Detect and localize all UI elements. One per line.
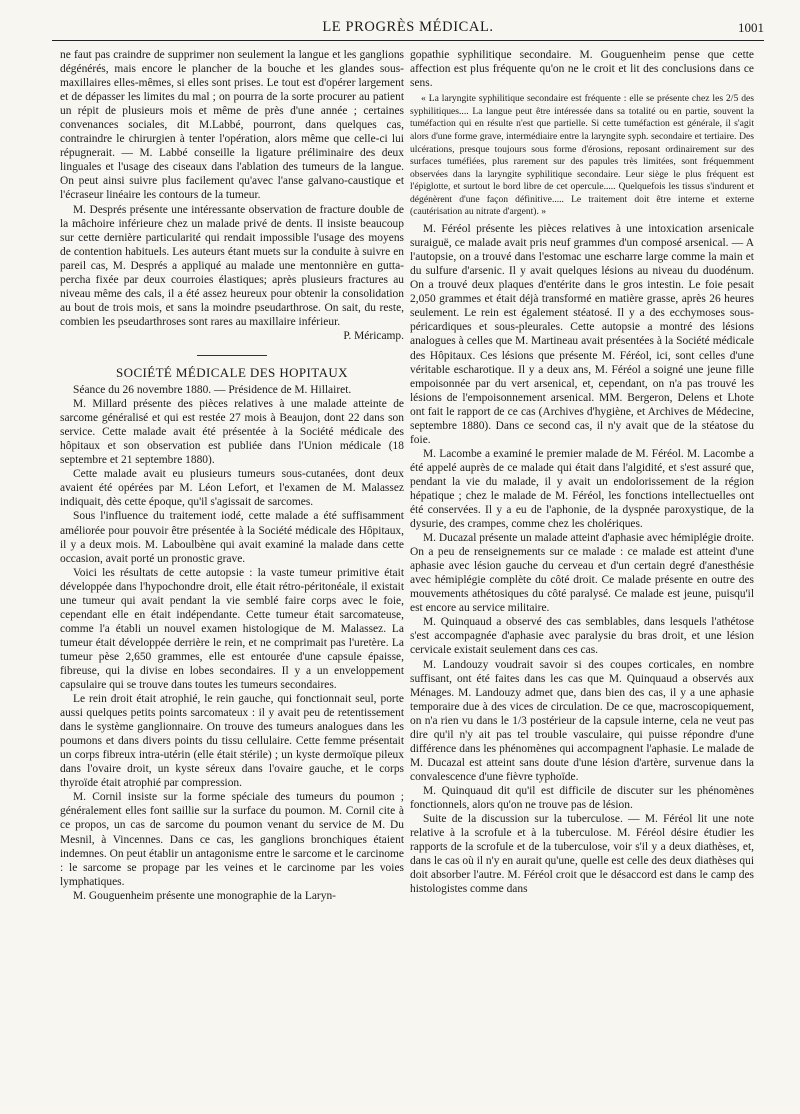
quoted-conclusions: « La laryngite syphilitique secondaire est fréquente : elle se présente chez les 2/5 des syphilitiques.... La langue peut être intéressée dans sa totalité ou en partie, souvent la tuméfaction qui en résulte n'est que partielle. Si cette tuméfaction est générale, il s'agit alors d'une forme grave, intermédiaire entre la laryngite syph. secondaire et tertiaire. Des ulcérations, presque toujours sous forme d'érosions, reposant ordinairement sur des surfaces tuméfiées, plus rarement sur des papules très limitées, sont fréquemment observées dans la laryngite syphilitique secondaire. Leur siège le plus fréquent est l'épiglotte, et surtout le bord libre de cet opercule..... Quelquefois les tissus s'indurent et dégénèrent d'une façon définitive..... Le traitement doit être interne et externe (cautérisation au nitrate d'argent). » xyxy=(410,93,754,218)
paragraph: M. Millard présente des pièces relatives à une malade atteinte de sarcome généralisé et qui est restée 27 mois à Beaujon, dont 22 dans son service. Cette malade avait été présentée à la Société médicale des hôpitaux et son observation est publiée dans l'Union médicale (18 septembre et 21 septembre 1880). xyxy=(60,398,404,467)
journal-title: LE PROGRÈS MÉDICAL. xyxy=(322,19,494,35)
paragraph: Le rein droit était atrophié, le rein gauche, qui fonctionnait seul, porte aussi quelques petits points sarcomateux : il y avait peu de retentissement dans le système ganglionnaire. On trouve des tumeurs analogues dans les poumons et dans divers points du tissu cellulaire. Cette femme présentait un corps fibreux intra-utérin (elle était stérile) ; un kyste dermoïque pileux dans l'ovaire droit, un kyste séreux dans l'ovaire gauche, et le corps thyroïde était atrophié par compression. xyxy=(60,693,404,790)
paragraph: M. Landouzy voudrait savoir si des coupes corticales, en nombre suffisant, ont été faites dans les cas que M. Quinquaud a observés aux Ménages. M. Landouzy admet que, dans bien des cas, il y a une aphasie temporaire due à des vices de circulation. De ce que, macroscopiquement, on n'a rien vu dans le 1/3 postérieur de la capsule interne, cela ne veut pas dire qu'il n'y ait pas tel trouble vasculaire, qui puisse répondre d'une différence dans les phénomènes qui accompagnent l'aphasie. Le malade de M. Ducazal est atteint sans doute d'une lésion d'artère, survenue dans la convalescence d'une fièvre typhoïde. xyxy=(410,658,754,783)
paragraph: M. Cornil insiste sur la forme spéciale des tumeurs du poumon ; généralement elles font saillie sur la surface du poumon. M. Cornil cite à ce propos, un cas de sarcome du poumon venant du service de M. Du Mesnil, à Vincennes. Dans ce cas, les ganglions bronchiques étaient indemnes. On peut établir un antagonisme entre le sarcome et le carcinome : le sarcome se propage par les veines et le carcinome par les voies lymphatiques. xyxy=(60,791,404,888)
page-header xyxy=(52,18,764,41)
section-title: SOCIÉTÉ MÉDICALE DES HOPITAUX xyxy=(116,364,348,380)
left-column xyxy=(60,48,404,903)
paragraph: Voici les résultats de cette autopsie : la vaste tumeur primitive était développée dans l'hypochondre droit, elle était rétro-péritonéale, il existait une tumeur qui avait pendant la vie semblé faire corps avec le foie, cependant elle en était indépendante. Cette tumeur était sarcomateuse, comme l'a établi un nouvel examen histologique de M. Malassez. La tumeur était développée derrière le rein, et ne comprimait pas l'uretère. La tumeur pèse 2,650 grammes, elle est entourée d'une capsule épaisse, fibreuse, qui la divise en lobes secondaires. Il y a un enveloppement capsulaire qui se trouve dans toutes les tumeurs secondaires. xyxy=(60,566,404,692)
page-number: 1001 xyxy=(738,20,764,35)
section-divider xyxy=(197,355,267,356)
paragraph: M. Ducazal présente un malade atteint d'aphasie avec hémiplégie droite. On a peu de renseignements sur ce malade : ce malade est atteint d'une aphasie avec lésion gauche du cerveau et d'un certain degré d'anesthésie avec hémiplégie complète du côté droit. Ce malade présente en outre des mouvements athétosiques du côté paralysé. Ce malade est jeune, puisqu'il est encore au service militaire. xyxy=(410,532,754,615)
paragraph: Suite de la discussion sur la tuberculose. — M. Féréol lit une note relative à la scrofule et à la tuberculose. M. Féréol désire étudier les rapports de la scrofule et de la tuberculose, voir s'il y a deux diathèses, et, dans le cas où il n'y en aurait qu'une, quelle est celle des deux diathèses qui doit absorber l'autre. M. Féréol croit que le désaccord est dans le camp des histologistes comme dans xyxy=(410,813,754,896)
paragraph: M. Quinquaud a observé des cas semblables, dans lesquels l'athétose s'est accompagnée d'aphasie avec paralysie du bras droit, et une lésion cervicale existait seulement dans ces cas. xyxy=(410,616,754,657)
right-column xyxy=(410,48,754,896)
paragraph: Cette malade avait eu plusieurs tumeurs sous-cutanées, dont deux avaient été opérées par M. Léon Lefort, et l'examen de M. Malassez indiquait, dès cette époque, qu'il s'agissait de sarcomes. xyxy=(60,468,404,509)
paragraph: Sous l'influence du traitement iodé, cette malade a été suffisamment améliorée pour pouvoir être présentée à la Société médicale des Hôpitaux, il y a deux mois. M. Laboulbène qui avait examiné la malade dans cette occasion, avait porté un pronostic grave. xyxy=(60,510,404,565)
paragraph: M. Féréol présente les pièces relatives à une intoxication arsenicale suraiguë, ce malade avait pris neuf grammes d'un composé arsenical. — A l'autopsie, on a trouvé dans l'estomac une escharre large comme la main et du sulfure d'arsenic. Il y avait quelques lésions au niveau du duodénum. On a trouvé deux plaques d'entérite dans le gros intestin. Le foie pesait 2,050 grammes et était déjà transformé en matière grasse, après 26 heures seulement. Le rein est également stéatosé. Il y a des ecchymoses sous-péricardiques et sous-pleurales. Cette autopsie a montré des lésions analogues à celles que M. Martineau avait présentées à la Société médicale des Hôpitaux. Ces lésions que présente M. Féréol, ici, sont celles d'une véritable escharotique. Il y a deux ans, M. Féréol a soigné une jeune fille empoisonnée par du vert arsenical, et, cependant, on n'a pas trouvé les lésions de l'empoisonnement arsenical. MM. Bergeron, Delens et Lhote ont fait le rapport de ce cas (Archives d'hygiène, et Archives de Médecine, septembre 1880). Dans ce second cas, il n'y avait que de la stéatose du foie. xyxy=(410,223,754,446)
paragraph: M. Lacombe a examiné le premier malade de M. Féréol. M. Lacombe a été appelé auprès de ce malade qui était dans l'algidité, et s'est assuré que, pendant la vie du malade, il y avait un endolorissement de la région hépatique ; chez le malade de M. Féréol, les fonctions intellectuelles ont été conservées. Il y a eu de l'aphonie, de la dyspnée paroxystique, de la dysurie, des crampes, comme chez les cholériques. xyxy=(410,447,754,531)
session-line: Séance du 26 novembre 1880. — Présidence de M. Hillairet. xyxy=(73,384,352,397)
paragraph: gopathie syphilitique secondaire. M. Gouguenheim pense que cette affection est plus fréquente qu'on ne le croit et lit des conclusions dans ce sens. xyxy=(410,49,754,90)
author-signature: P. Méricamp. xyxy=(343,329,404,342)
paragraph: M. Després présente une intéressante observation de fracture double de la mâchoire inférieure chez un malade privé de dents. Il insiste beaucoup sur cette dernière particularité qui rendait impossible l'usage des moyens de contention habituels. Les auteurs étant muets sur la conduite à suivre en pareil cas, M. Després a appliqué au malade une mentonnière en gutta-percha fixée par deux courroies élastiques; après plusieurs fractures au niveau même des cals, il a été assez heureux pour obtenir la consolidation au bout de trois mois, et sans la moindre pseudarthrose. On sait, du reste, combien les pseudarthroses sont rares au maxillaire inférieur. xyxy=(60,203,404,328)
paragraph: M. Quinquaud dit qu'il est difficile de discuter sur les phénomènes fonctionnels, alors qu'on ne trouve pas de lésion. xyxy=(410,784,754,811)
paragraph: M. Gouguenheim présente une monographie de la Laryn- xyxy=(73,889,336,902)
paragraph: ne faut pas craindre de supprimer non seulement la langue et les ganglions dégénérés, mais encore le plancher de la bouche et les glandes sous-maxillaires elles-mêmes, si elles sont prises. Le tout est d'opérer largement et de dépasser les limites du mal ; on pourra de la sorte procurer au patient un répit de plusieurs mois et même de près d'une année ; certaines convenances sociales, dit M.Labbé, pourront, dans quelques cas, contraindre le chirurgien à tenter l'opération, alors même que celle-ci lui répugnerait. — M. Labbé conseille la ligature préliminaire des deux linguales et l'usage des ciseaux dans l'ablation des tumeurs de la langue. On peut ainsi suivre plus facilement qu'avec l'anse galvano-caustique et l'écraseur linéaire les contours de la tumeur. xyxy=(60,49,404,202)
